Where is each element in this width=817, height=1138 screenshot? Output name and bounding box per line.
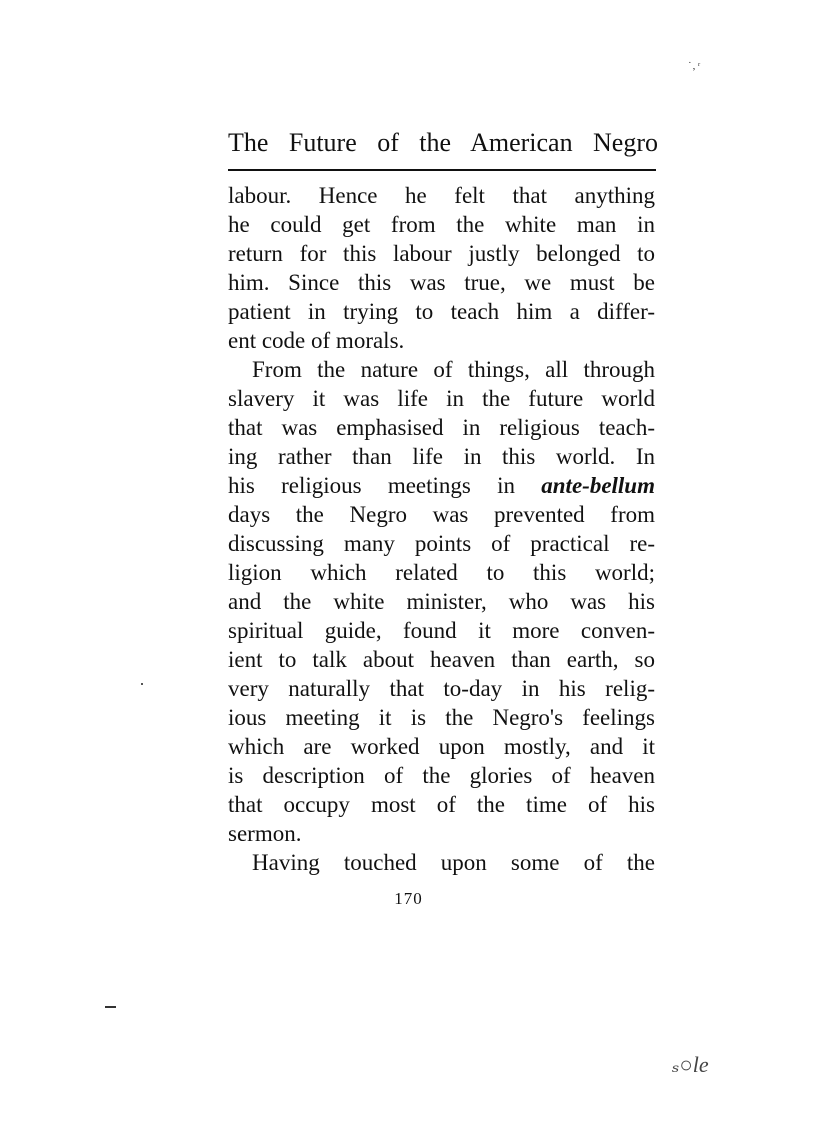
text-line-content: ious meeting it is the Negro's feelings — [228, 705, 655, 730]
text-line-content: slavery it was life in the future world — [228, 386, 655, 411]
text-line — [228, 355, 655, 384]
text-line-content: spiritual guide, found it more conven- — [228, 618, 655, 643]
text-line-content: he could get from the white man in — [228, 212, 655, 237]
text-line — [228, 761, 655, 790]
scan-speck — [141, 683, 143, 685]
text-line — [228, 732, 655, 761]
text-line — [228, 471, 655, 500]
text-line — [228, 674, 655, 703]
text-line-content: days the Negro was prevented from — [228, 502, 655, 527]
text-line-content: patient in trying to teach him a differ- — [228, 299, 655, 324]
text-line-content: his religious meetings in — [228, 473, 516, 498]
text-line — [228, 268, 655, 297]
corner-mark: ˙, ͬ — [688, 60, 701, 72]
text-line — [228, 587, 655, 616]
text-line — [228, 616, 655, 645]
text-line — [228, 210, 655, 239]
text-line — [228, 181, 655, 210]
text-line — [228, 819, 655, 848]
italic-term: ante-bellum — [541, 473, 655, 498]
text-line-content: ligion which related to this world; — [228, 560, 655, 585]
text-line-content: that occupy most of the time of his — [228, 792, 655, 817]
text-line-content: labour. Hence he felt that anything — [228, 183, 655, 208]
text-line-content: him. Since this was true, we must be — [228, 270, 655, 295]
text-line — [228, 297, 655, 326]
text-line — [228, 558, 655, 587]
text-line-content: very naturally that to-day in his relig- — [228, 676, 655, 701]
text-line — [228, 442, 655, 471]
text-line — [228, 848, 655, 877]
text-line-content: return for this labour justly belonged to — [228, 241, 655, 266]
text-line-content: that was emphasised in religious teach- — [228, 415, 655, 440]
page-number: 170 — [394, 889, 423, 908]
text-line — [228, 529, 655, 558]
text-line-content: ent code of morals. — [228, 328, 405, 353]
text-line-content: which are worked upon mostly, and it — [228, 734, 655, 759]
text-line-content: discussing many points of practical re- — [228, 531, 655, 556]
text-line-content: Having touched upon some of the — [252, 850, 655, 875]
text-line — [228, 500, 655, 529]
text-line-content: and the white minister, who was his — [228, 589, 655, 614]
text-line — [228, 384, 655, 413]
header-rule — [228, 169, 656, 171]
text-line — [228, 790, 655, 819]
text-line — [228, 239, 655, 268]
watermark: ₛ○le — [672, 1052, 709, 1077]
text-line-content: ing rather than life in this world. In — [228, 444, 655, 469]
text-line-content: ient to talk about heaven than earth, so — [228, 647, 655, 672]
text-line-content: is description of the glories of heaven — [228, 763, 655, 788]
text-line — [228, 703, 655, 732]
running-head: The Future of the American Negro — [228, 128, 658, 157]
scan-mark — [105, 1006, 116, 1008]
text-line — [228, 645, 655, 674]
body-text — [228, 181, 655, 877]
text-line-content: From the nature of things, all through — [252, 357, 655, 382]
text-line — [228, 413, 655, 442]
text-line-content: sermon. — [228, 821, 302, 846]
text-line — [228, 326, 655, 355]
